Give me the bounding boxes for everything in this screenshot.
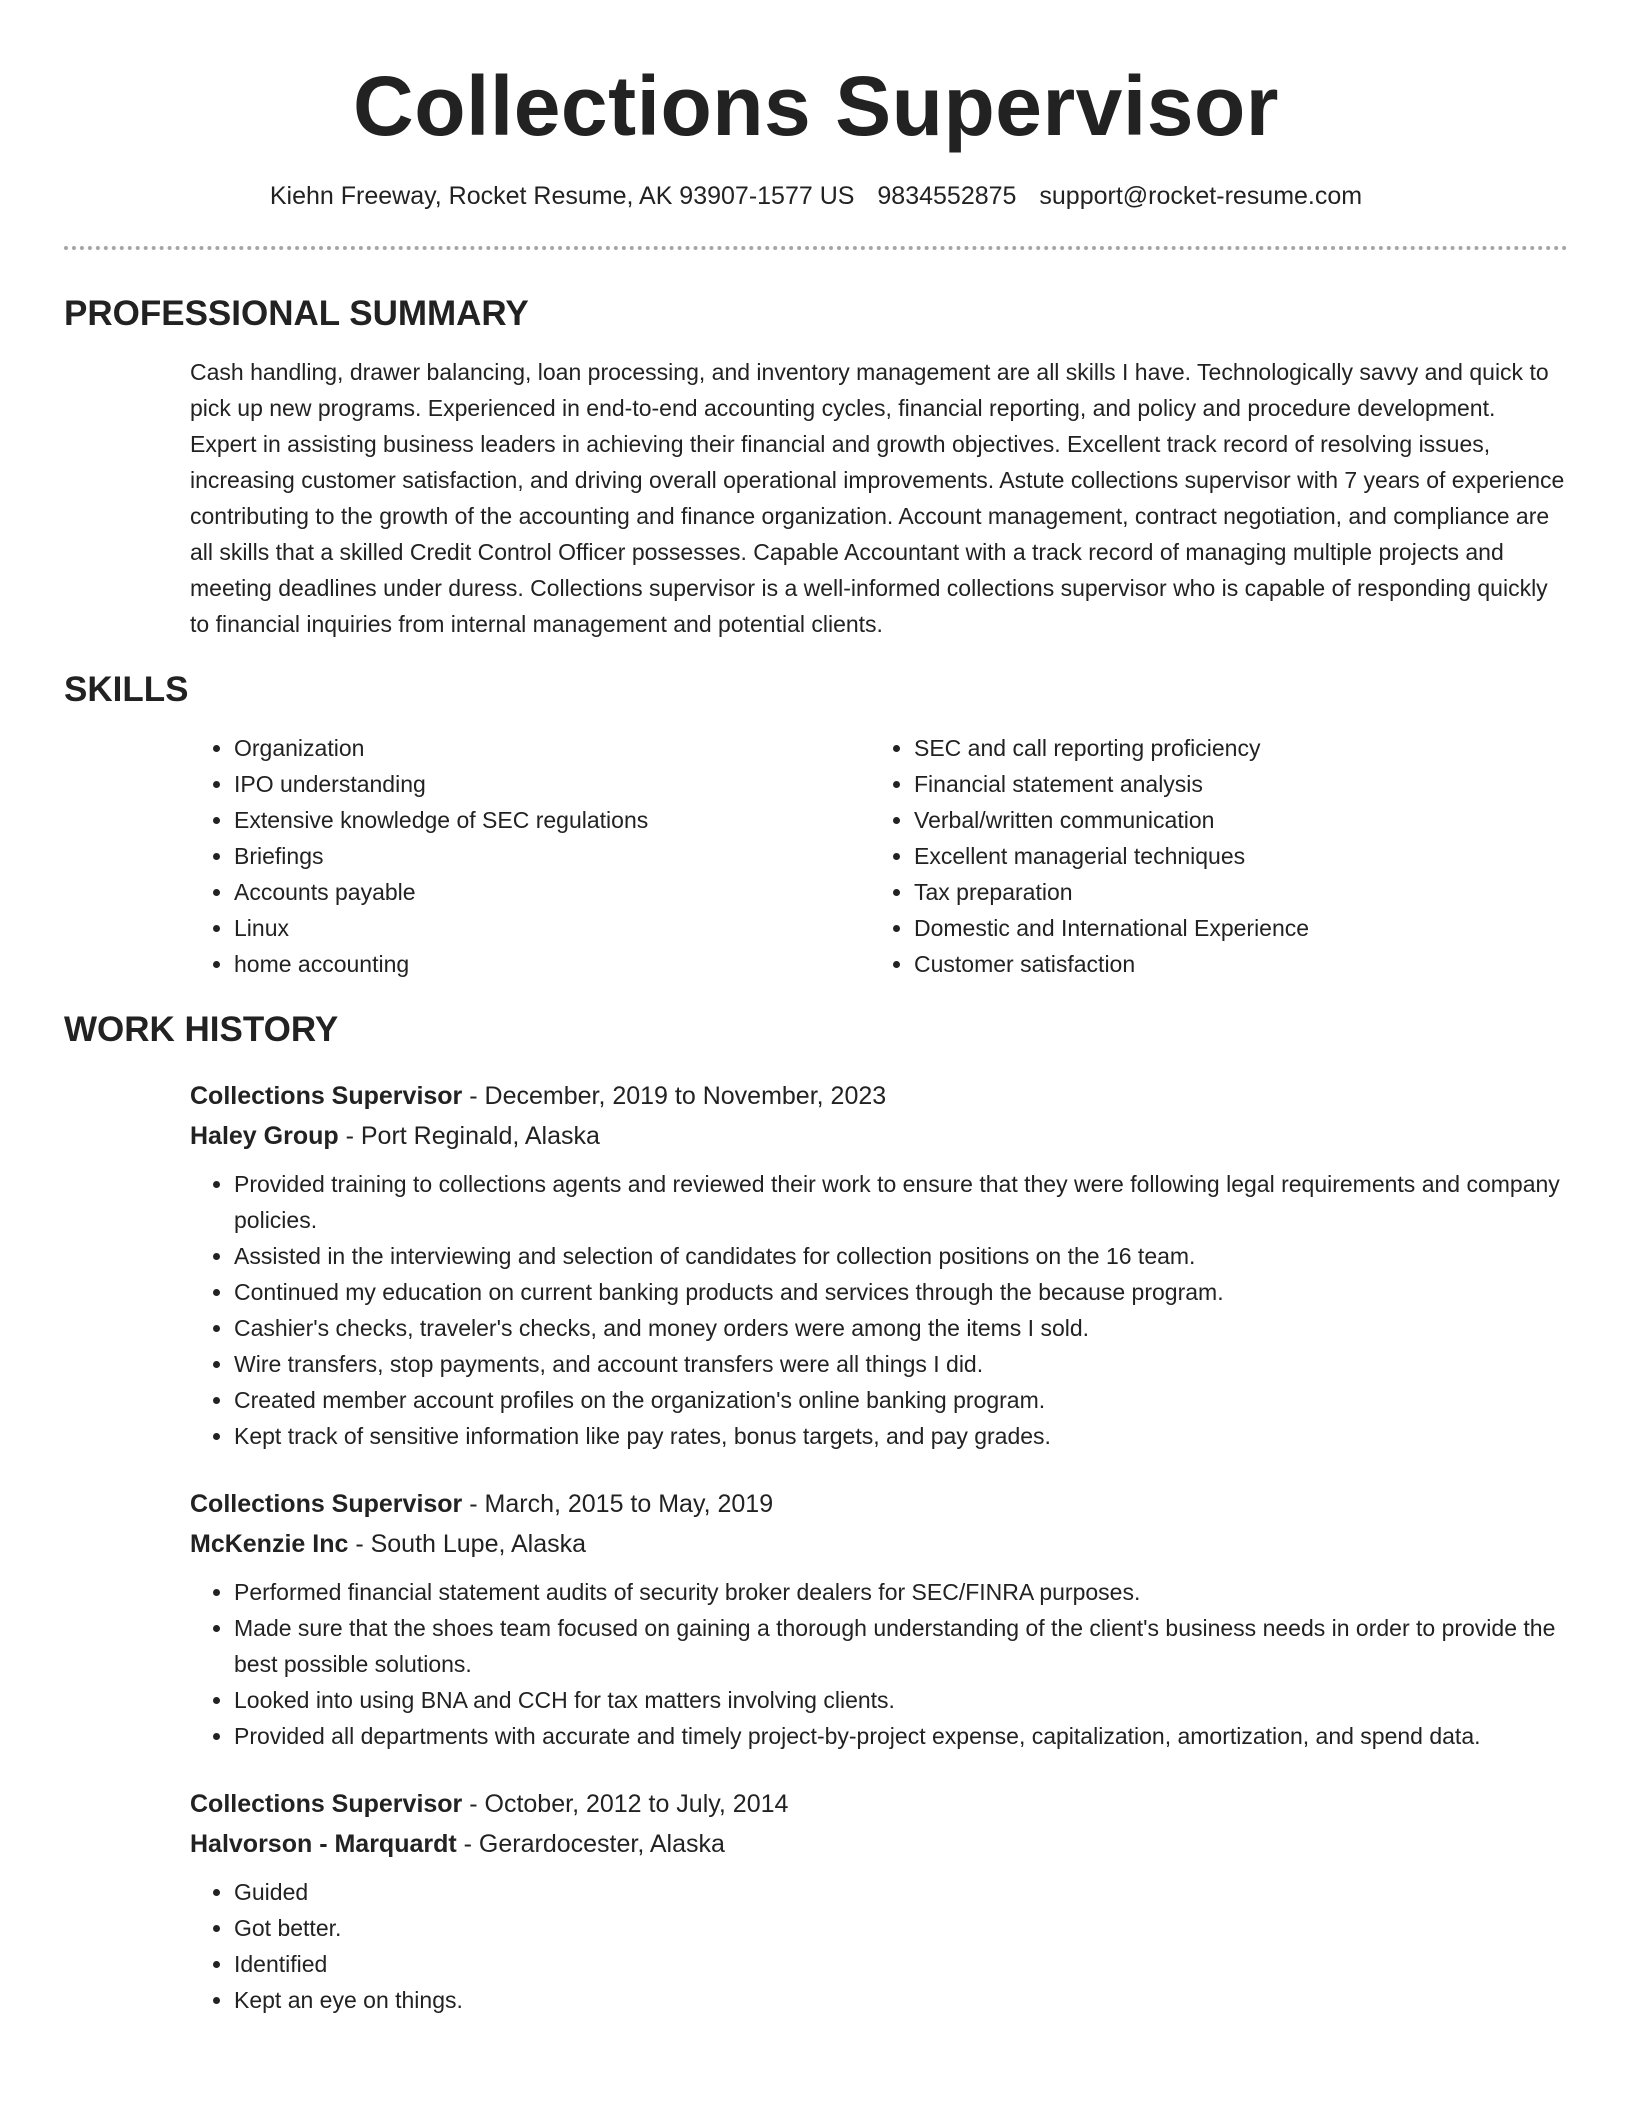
job-company: Halvorson - Marquardt: [190, 1830, 457, 1858]
job-location: - Gerardocester, Alaska: [456, 1830, 725, 1858]
job-bullets: [190, 1874, 1568, 2018]
job-company: Haley Group: [190, 1122, 339, 1150]
job-title-line: [190, 1784, 1568, 1824]
resume-name: Collections Supervisor: [353, 59, 1279, 153]
skills-column-right: [870, 730, 1550, 982]
skill-item: • Extensive knowledge of SEC regulations: [234, 802, 870, 838]
job-bullet: • Cashier's checks, traveler's checks, and money orders were among the items I sold.: [234, 1310, 1568, 1346]
contact-address: Kiehn Freeway, Rocket Resume, AK 93907-1577 US: [269, 182, 855, 210]
job-company-line: [190, 1524, 1568, 1564]
job-bullet: • Created member account profiles on the organization's online banking program.: [234, 1382, 1568, 1418]
job-bullet: • Made sure that the shoes team focused on gaining a thorough understanding of the client's business needs in order to provide the best possible solutions.: [234, 1610, 1568, 1682]
skill-item: • Excellent managerial techniques: [914, 838, 1550, 874]
job-entry: [190, 1484, 1568, 1754]
skill-item: • Customer satisfaction: [914, 946, 1550, 982]
summary-heading: PROFESSIONAL SUMMARY: [64, 294, 529, 333]
skill-item: • Briefings: [234, 838, 870, 874]
job-bullets: [190, 1574, 1568, 1754]
job-bullet: • Provided all departments with accurate and timely project-by-project expense, capitalization, amortization, and spend data.: [234, 1718, 1568, 1754]
job-bullet: • Kept an eye on things.: [234, 1982, 1568, 2018]
job-company: McKenzie Inc: [190, 1530, 349, 1558]
job-bullet: • Looked into using BNA and CCH for tax matters involving clients.: [234, 1682, 1568, 1718]
skill-item: • Verbal/written communication: [914, 802, 1550, 838]
job-entry: [190, 1784, 1568, 2018]
job-bullet: • Assisted in the interviewing and selection of candidates for collection positions on the 16 team.: [234, 1238, 1568, 1274]
job-bullet: • Continued my education on current banking products and services through the because program.: [234, 1274, 1568, 1310]
skills-column-left: [190, 730, 870, 982]
job-dates: - March, 2015 to May, 2019: [462, 1490, 774, 1518]
job-company-line: [190, 1116, 1568, 1156]
job-bullet: • Kept track of sensitive information like pay rates, bonus targets, and pay grades.: [234, 1418, 1568, 1454]
contact-email: support@rocket-resume.com: [1039, 182, 1363, 210]
skill-item: • Linux: [234, 910, 870, 946]
skills-heading: SKILLS: [64, 670, 189, 709]
contact-phone: 9834552875: [877, 182, 1017, 210]
job-dates: - October, 2012 to July, 2014: [462, 1790, 789, 1818]
job-bullet: • Provided training to collections agents and reviewed their work to ensure that they were following legal requirements and company policies.: [234, 1166, 1568, 1238]
job-title-line: [190, 1484, 1568, 1524]
skill-item: • SEC and call reporting proficiency: [914, 730, 1550, 766]
summary-text: Cash handling, drawer balancing, loan processing, and inventory management are all skills I have. Technologically savvy and quick to pick up new programs. Experienced in end-to-end accounting cycles, financial reporting, and policy and procedure development. Expert in assisting business leaders in achieving their financial and growth objectives. Excellent track record of resolving issues, increasing customer satisfaction, and driving overall operational improvements. Astute collections supervisor with 7 years of experience contributing to the growth of the accounting and finance organization. Account management, contract negotiation, and compliance are all skills that a skilled Credit Control Officer possesses. Capable Accountant with a track record of managing multiple projects and meeting deadlines under duress. Collections supervisor is a well-informed collections supervisor who is capable of responding quickly to financial inquiries from internal management and potential clients.: [190, 359, 1565, 637]
job-entry: [190, 1076, 1568, 1454]
skill-item: • Organization: [234, 730, 870, 766]
skill-item: • home accounting: [234, 946, 870, 982]
job-bullet: • Guided: [234, 1874, 1568, 1910]
skill-item: • IPO understanding: [234, 766, 870, 802]
job-dates: - December, 2019 to November, 2023: [462, 1082, 887, 1110]
contact-line: [64, 180, 1568, 212]
work-history-heading: WORK HISTORY: [64, 1010, 339, 1049]
job-bullet: • Wire transfers, stop payments, and account transfers were all things I did.: [234, 1346, 1568, 1382]
job-location: - Port Reginald, Alaska: [338, 1122, 600, 1150]
job-company-line: [190, 1824, 1568, 1864]
job-location: - South Lupe, Alaska: [348, 1530, 587, 1558]
job-bullets: [190, 1166, 1568, 1454]
skill-item: • Accounts payable: [234, 874, 870, 910]
job-role: Collections Supervisor: [190, 1790, 463, 1818]
job-bullet: • Got better.: [234, 1910, 1568, 1946]
job-bullet: • Performed financial statement audits of security broker dealers for SEC/FINRA purposes.: [234, 1574, 1568, 1610]
skill-item: • Domestic and International Experience: [914, 910, 1550, 946]
skill-item: • Tax preparation: [914, 874, 1550, 910]
job-role: Collections Supervisor: [190, 1490, 463, 1518]
header-divider: [64, 246, 1568, 250]
skill-item: • Financial statement analysis: [914, 766, 1550, 802]
skills-list: [190, 730, 1568, 982]
job-bullet: • Identified: [234, 1946, 1568, 1982]
job-title-line: [190, 1076, 1568, 1116]
resume-page: [64, 0, 1568, 2018]
job-role: Collections Supervisor: [190, 1082, 463, 1110]
